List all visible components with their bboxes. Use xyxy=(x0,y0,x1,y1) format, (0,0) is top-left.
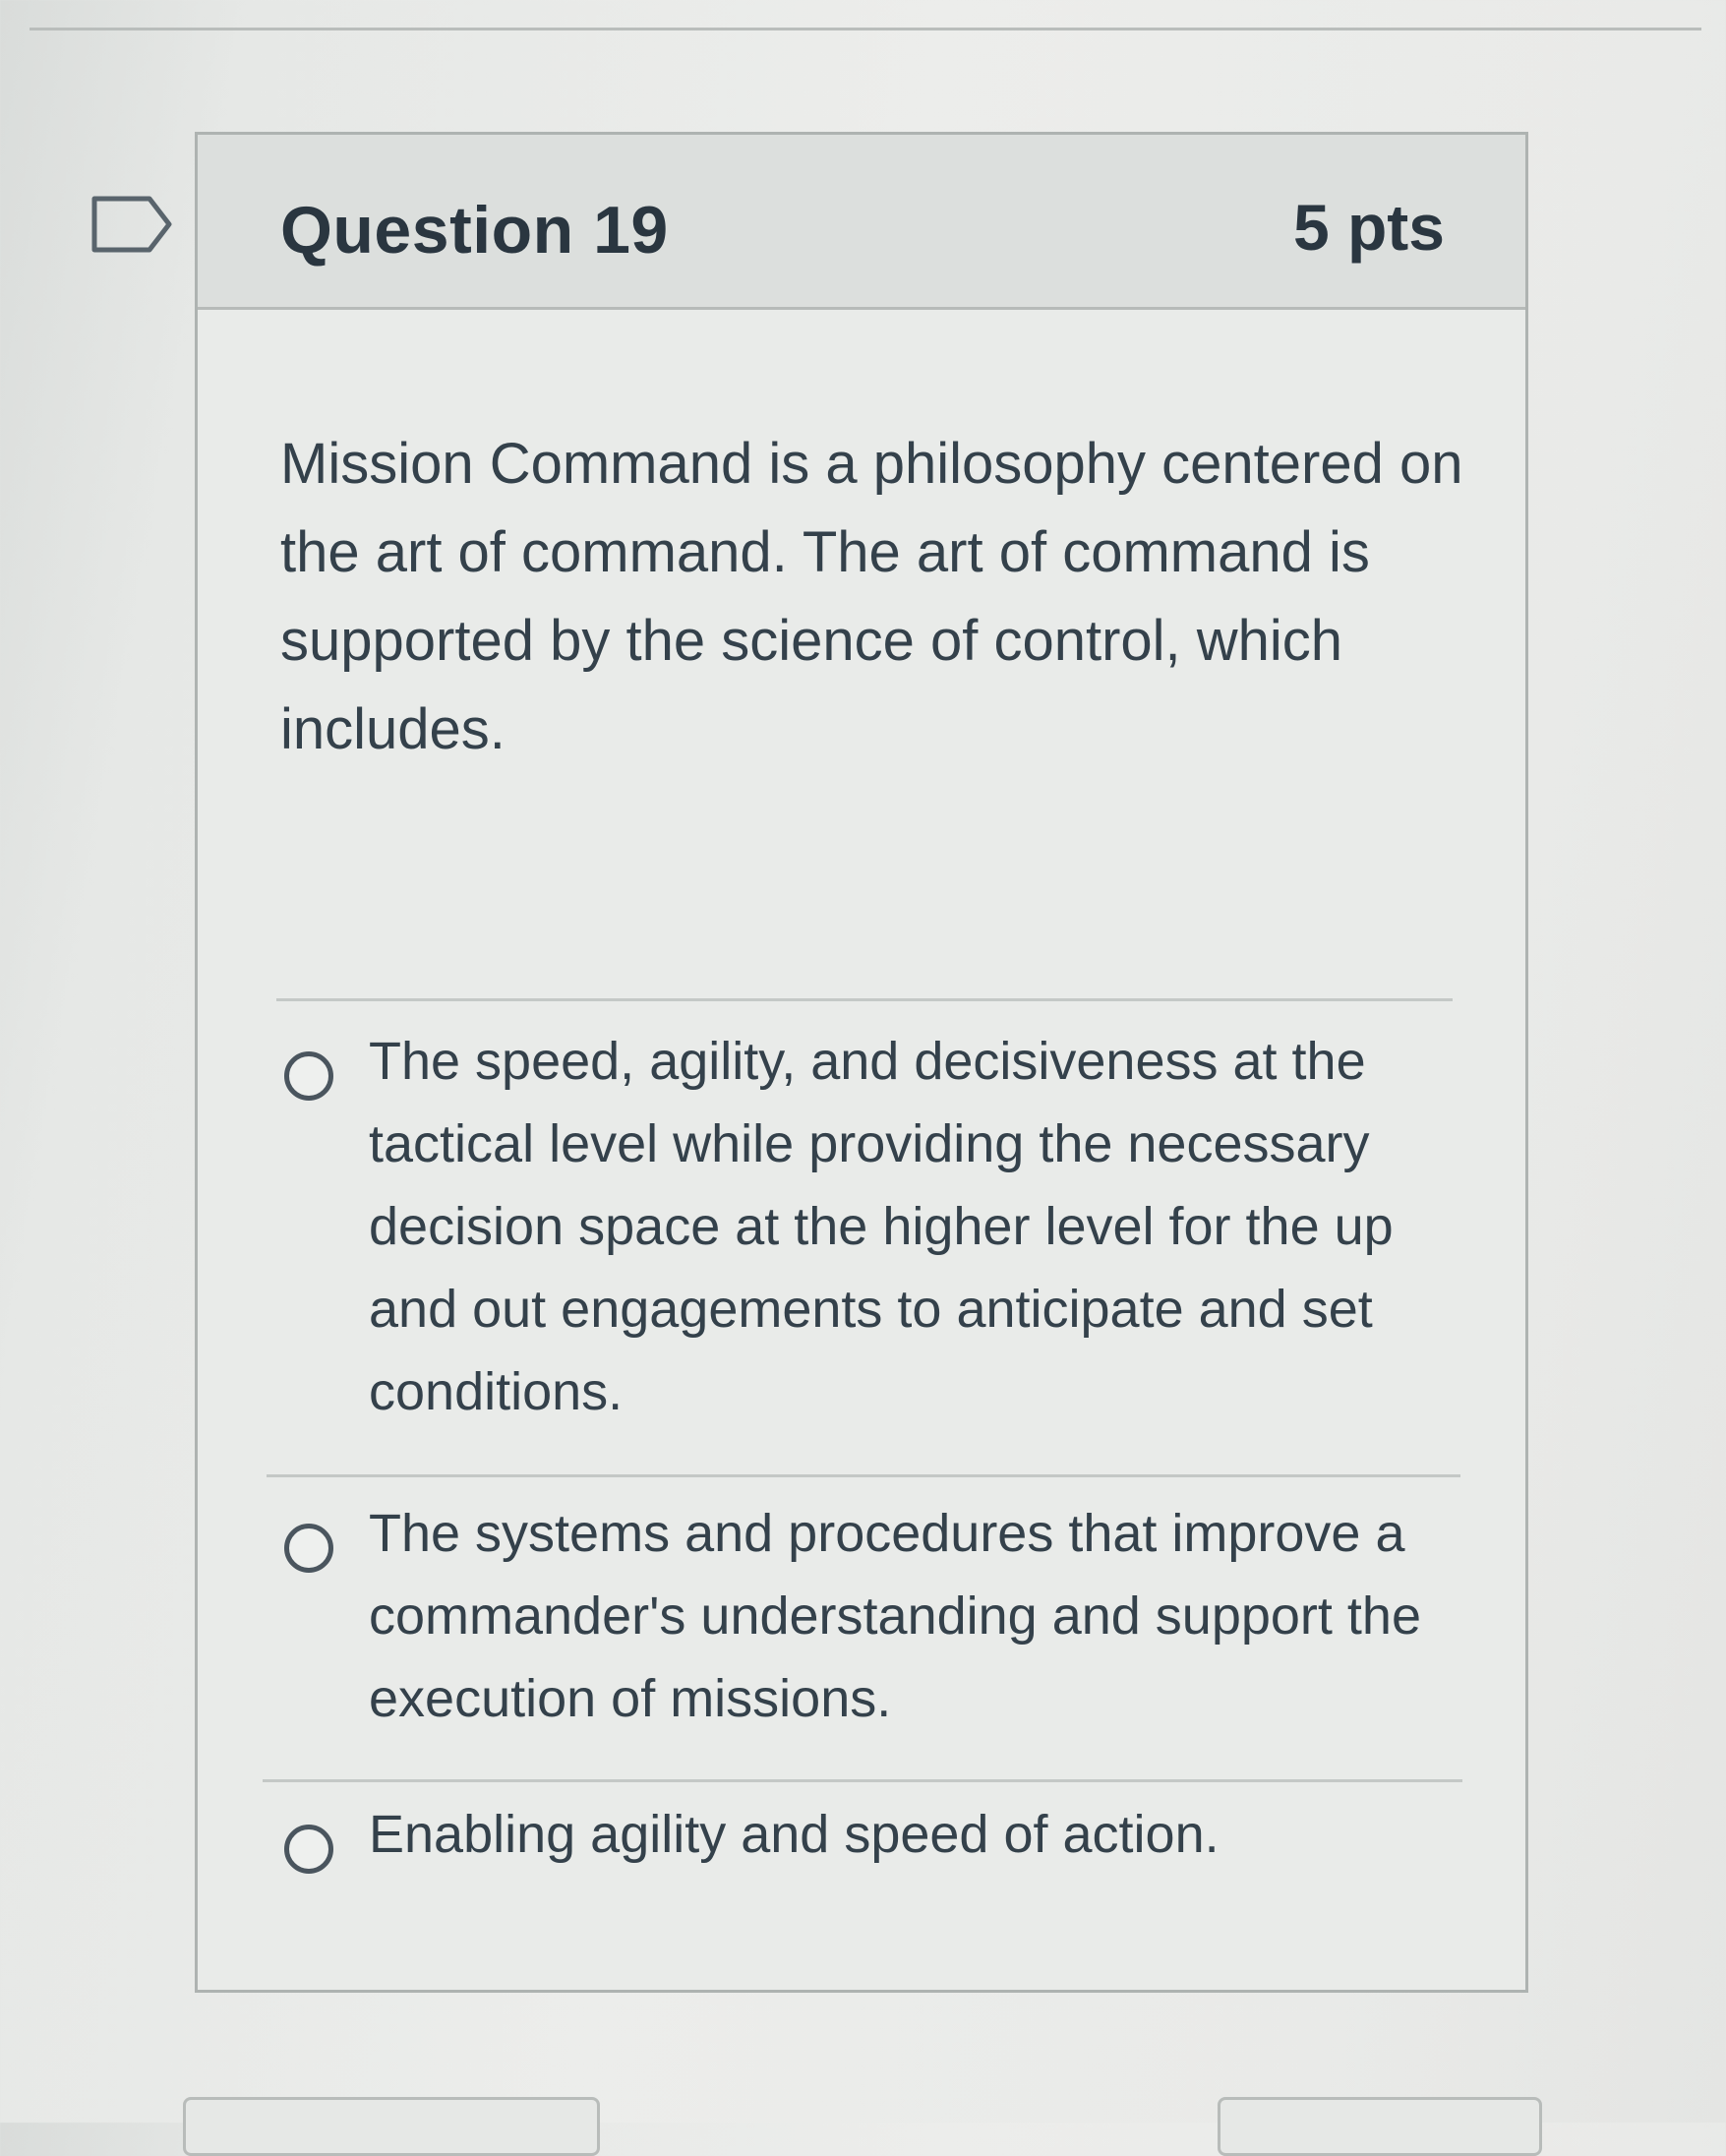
flag-outline-icon xyxy=(90,195,173,254)
answer-label: Enabling agility and speed of action. xyxy=(369,1805,1220,1864)
question-card xyxy=(195,132,1528,1993)
question-points: 5 pts xyxy=(1292,191,1445,264)
answer-label: The speed, agility, and decisiveness at the tactical level while providing the necessary decision space at the higher level for the up and out engagements to anticipate and set conditions. xyxy=(369,1032,1394,1421)
previous-button[interactable] xyxy=(183,2097,600,2156)
radio-button[interactable] xyxy=(284,1524,333,1573)
radio-button[interactable] xyxy=(284,1051,333,1101)
answer-divider xyxy=(263,1779,1462,1782)
question-title: Question 19 xyxy=(280,193,669,268)
question-text: Mission Command is a philosophy centered on the art of command. The art of command is supported by the science of control, which includes. xyxy=(280,432,1463,761)
answer-option-1[interactable] xyxy=(284,1020,1464,1571)
answer-divider xyxy=(267,1474,1460,1477)
next-button[interactable] xyxy=(1218,2097,1542,2156)
top-divider xyxy=(30,28,1701,30)
question-header xyxy=(198,135,1525,310)
answer-label: The systems and procedures that improve a commander's understanding and support the execution of missions. xyxy=(369,1504,1421,1728)
answer-option-3[interactable] xyxy=(284,1793,1464,1891)
answer-option-2[interactable] xyxy=(284,1492,1464,1758)
flag-question-icon[interactable] xyxy=(90,195,173,254)
radio-button[interactable] xyxy=(284,1825,333,1874)
answers-top-divider xyxy=(276,998,1453,1001)
